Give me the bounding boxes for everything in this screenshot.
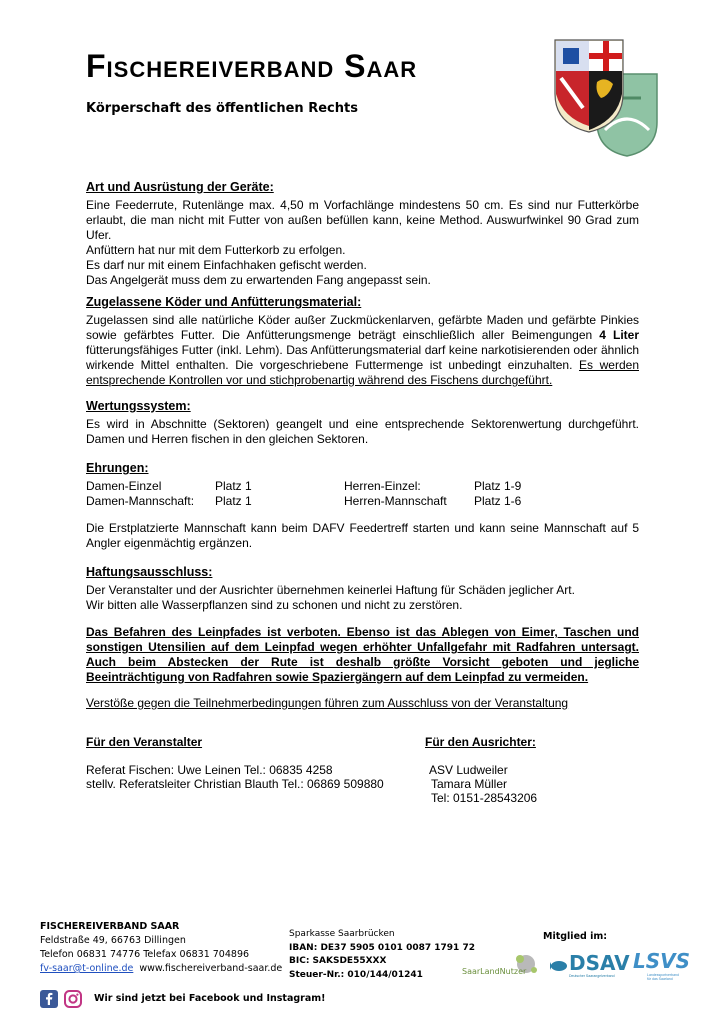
dsav-logo xyxy=(550,952,630,984)
organizer-heading: Für den Veranstalter xyxy=(86,735,203,749)
equipment-line: Anfüttern hat nur mit dem Futterkorb zu erfolgen. xyxy=(86,243,346,257)
coat-of-arms-logo xyxy=(553,38,661,158)
footer-org-name: FISCHEREIVERBAND SAAR xyxy=(40,921,180,932)
bait-text-part: Zugelassen sind alle natürliche Köder außer Zuckmückenlarven, gefärbte Maden und gefärbte Pinkies sowie gefärbtes Futter. Die Anfütterungsmenge beträgt einschließlich aller Beimengungen xyxy=(86,313,639,342)
awards-note: Die Erstplatzierte Mannschaft kann beim DAFV Feedertreff starten und kann seine Mannschaft auf 5 Angler eigenmächtig ergänzen. xyxy=(86,521,639,550)
lsvs-logo xyxy=(633,949,691,986)
dsav-subtitle: Deutscher Saarangelverband xyxy=(569,974,615,978)
host-contact-line: Tamara Müller xyxy=(431,777,508,791)
awards-cell: Platz 1 xyxy=(215,479,252,493)
awards-cell: Herren-Einzel: xyxy=(344,479,421,493)
section-heading-bait: Zugelassene Köder und Anfütterungsmaterial: xyxy=(86,295,362,309)
bank-bic: BIC: SAKSDE55XXX xyxy=(289,956,387,966)
footer-address: Feldstraße 49, 66763 Dillingen xyxy=(40,935,186,946)
footer-phone: Telefon 06831 74776 Telefax 06831 704896 xyxy=(40,949,250,960)
member-label: Mitglied im: xyxy=(543,931,608,942)
scoring-text: Es wird in Abschnitte (Sektoren) geangelt und eine entsprechende Sektorenwertung durchgeführt. Damen und Herren fischen in den gleichen Sektoren. xyxy=(86,417,639,446)
liability-text xyxy=(86,583,639,613)
bait-control-note: Es werden entsprechende Kontrollen vor und stichprobenartig während des Fischens durchgeführt. xyxy=(86,358,639,387)
host-heading: Für den Ausrichter: xyxy=(425,735,536,749)
bait-amount: 4 Liter xyxy=(599,328,639,342)
social-row xyxy=(40,990,326,1008)
liability-line: Wir bitten alle Wasserpflanzen sind zu schonen und nicht zu zerstören. xyxy=(86,598,463,612)
lsvs-text: LSVS xyxy=(633,949,691,973)
lsvs-subtitle: Landessportverband für das Saarland xyxy=(647,973,679,981)
organization-subtitle: Körperschaft des öffentlichen Rechts xyxy=(86,101,358,116)
saarlandnutzer-logo xyxy=(458,950,548,984)
section-heading-equipment: Art und Ausrüstung der Geräte: xyxy=(86,180,274,194)
equipment-line: Das Angelgerät muss dem zu erwartenden Fang angepasst sein. xyxy=(86,273,431,287)
violation-note: Verstöße gegen die Teilnehmerbedingungen führen zum Ausschluss von der Veranstaltung xyxy=(86,696,569,710)
liability-line: Der Veranstalter und der Ausrichter übernehmen keinerlei Haftung für Schäden jeglicher Art. xyxy=(86,583,575,597)
footer-address-block xyxy=(40,920,282,976)
awards-cell: Damen-Einzel xyxy=(86,479,162,493)
equipment-line: Eine Feederrute, Rutenlänge max. 4,50 m Vorfachlänge mindestens 50 cm. Es sind nur Futterkörbe erlaubt, die man nicht mit Futter von außen befüllen kann, keine Method. Auswurfwinkel 90 Grad zum Ufer. xyxy=(86,198,639,242)
awards-cell: Herren-Mannschaft xyxy=(344,494,447,508)
social-note: Wir sind jetzt bei Facebook und Instagram! xyxy=(94,993,326,1004)
dsav-text: DSAV xyxy=(569,951,630,975)
footer-website[interactable]: www.fischereiverband-saar.de xyxy=(139,963,283,974)
organization-title: Fischereiverband Saar xyxy=(86,48,418,84)
equipment-text xyxy=(86,198,639,288)
section-heading-awards: Ehrungen: xyxy=(86,461,149,475)
awards-cell: Platz 1-9 xyxy=(474,479,522,493)
awards-cell: Platz 1 xyxy=(215,494,252,508)
awards-cell: Damen-Mannschaft: xyxy=(86,494,195,508)
bank-iban: IBAN: DE37 5905 0101 0087 1791 72 xyxy=(289,942,475,953)
bait-text-part: fütterungsfähiges Futter (inkl. Lehm). Das Anfütterungsmaterial darf keine narkotisierenden oder ähnlich wirkende Mittel enthalten. Die vorgeschriebene Futtermenge ist unbedingt einzuhalten. xyxy=(86,343,639,372)
host-contact-line: Tel: 0151-28543206 xyxy=(431,791,538,805)
bait-text xyxy=(86,313,639,388)
organizer-contact-line: Referat Fischen: Uwe Leinen Tel.: 06835 4258 xyxy=(86,763,333,777)
equipment-line: Es darf nur mit einem Einfachhaken gefischt werden. xyxy=(86,258,367,272)
section-heading-liability: Haftungsausschluss: xyxy=(86,565,213,579)
footer-bank-block xyxy=(289,928,475,982)
awards-cell: Platz 1-6 xyxy=(474,494,522,508)
section-heading-scoring: Wertungssystem: xyxy=(86,399,191,413)
facebook-icon[interactable] xyxy=(40,990,58,1008)
organizer-contact-line: stellv. Referatsleiter Christian Blauth Tel.: 06869 509880 xyxy=(86,777,384,791)
footer-email-link[interactable]: fv-saar@t-online.de xyxy=(40,963,134,974)
towpath-warning: Das Befahren des Leinpfades ist verboten. Ebenso ist das Ablegen von Eimer, Taschen und sonstigen Utensilien auf dem Leinpfad wegen erhöhter Unfallgefahr mit Radfahren untersagt. Auch beim Abstecken der Rute ist deshalb größte Vorsicht geboten und jegliche Beeinträchtigung von Radfahren sowie Spaziergängern auf dem Leinpfad zu vermeiden. xyxy=(86,625,639,684)
saarlandnutzer-text: SaarLandNutzer xyxy=(462,967,527,976)
tax-number: Steuer-Nr.: 010/144/01241 xyxy=(289,969,423,980)
host-contact-line: ASV Ludweiler xyxy=(429,763,508,777)
bank-name: Sparkasse Saarbrücken xyxy=(289,929,395,939)
instagram-icon[interactable] xyxy=(64,990,82,1008)
